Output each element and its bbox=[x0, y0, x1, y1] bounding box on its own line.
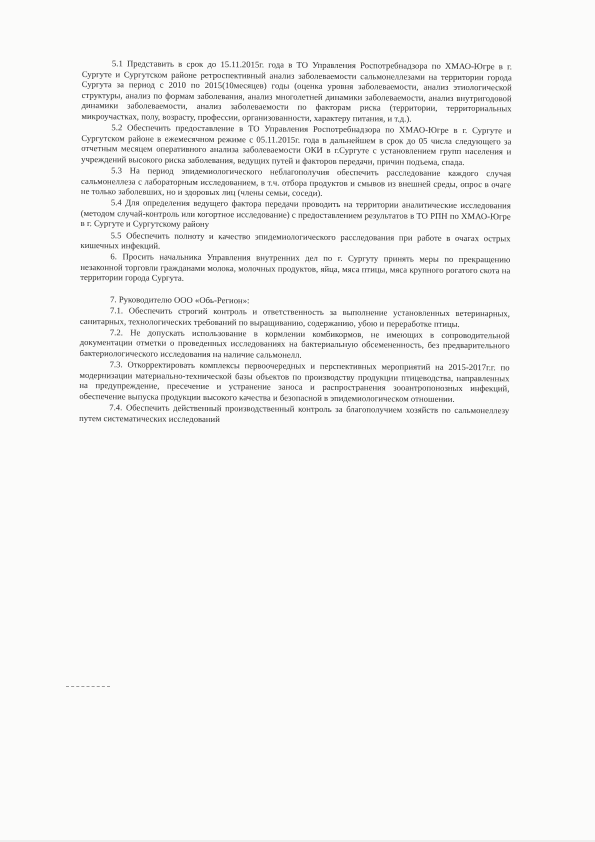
footer-separator-line bbox=[66, 686, 110, 687]
paragraph-7-4: 7.4. Обеспечить действенный производственный контроль за благополучием хозяйств по сальмонеллезу путем систематических исследований bbox=[79, 402, 510, 424]
paragraph-5-1: 5.1 Представить в срок до 15.11.2015г. года в ТО Управления Роспотребнадзора по ХМАО-Югре в г. Сургуте и Сургутском районе ретроспективный анализ заболеваемости сальмонеллезами на территории города Сургута за период с 2010 по 2015(10месяцев) годы (оценка уровня заболеваемости, анализ этиологической структуры, анализ по формам заболевания, анализ многолетней динамики заболеваемости, анализ внутригодовой динамики заболеваемости, анализ заболеваемости по факторам риска (территории, территориальных микроучастках, полу, возрасту, профессии, организованности, характеру питания, и т.д.). bbox=[81, 58, 512, 124]
paragraph-7-2: 7.2. Не допускать использование в кормлении комбикормов, не имеющих в сопроводительной документации отметки о проведенных исследованиях на бактериальную обсемененность, без предварительного бактериологического исследования на наличие сальмонелл. bbox=[79, 326, 510, 360]
paragraph-7-1: 7.1. Обеспечить строгий контроль и ответственность за выполнение установленных ветеринарных, санитарных, технологических требований по выращиванию, содержанию, убою и переработке птицы. bbox=[79, 305, 511, 329]
paragraph-5-5: 5.5 Обеспечить полноту и качество эпидемиологического расследования при работе в очагах острых кишечных инфекций. bbox=[80, 229, 511, 251]
paragraph-7-heading: 7. Руководителю ООО «Обь-Регион»: bbox=[110, 294, 250, 306]
paragraph-6: 6. Просить начальника Управления внутренних дел по г. Сургуту принять меры по прекращению незаконной торговли гражданами молока, молочных продуктов, яйца, мяса птицы, мяса крупного рогатого скота на территории города Сургута. bbox=[80, 251, 511, 284]
paragraph-5-2: 5.2 Обеспечить предоставление в ТО Управления Роспотребнадзора по ХМАО-Югре в г. Сургуте и Сургутском районе в ежемесячном режиме с 05.11.2015г. года в дальнейшем в срок до 05 числа следующего за отчетным месяцем оперативного анализа заболеваемости ОКИ в г.Сургуте с установлением групп населения и учреждений высокого риска заболевания, ведущих путей и факторов передачи, причин подъема, спада. bbox=[81, 122, 512, 167]
paragraph-5-4: 5.4 Для определения ведущего фактора передачи проводить на территории аналитические исследования (методом случай-контроль или когортное исследование) с предоставлением результатов в ТО РПН по ХМАО-Югре в г. Сургуте и Сургутскому району bbox=[80, 197, 511, 230]
document-body bbox=[79, 58, 512, 427]
paragraph-5-3: 5.3 На период эпидемиологического неблагополучия обеспечить расследование каждого случая сальмонеллеза с лабораторным исследованием, в т.ч. отбора продуктов и смывов из внешней среды, опрос в очаге не только заболевших, но и здоровых лиц (члены семьи, соседи). bbox=[80, 165, 512, 199]
paragraph-7-3: 7.3. Откорректировать комплексы первоочередных и перспективных мероприятий на 2015-2017г.г. по модернизации материально-технической базы объектов по производству продукции птицеводства, направленных на предупреждение, пресечение и устранение заноса и распространения зооантропонозных инфекций, обеспечение выпуска продукции высокого качества и безопасной в эпидемиологическом отношении. bbox=[79, 359, 510, 404]
